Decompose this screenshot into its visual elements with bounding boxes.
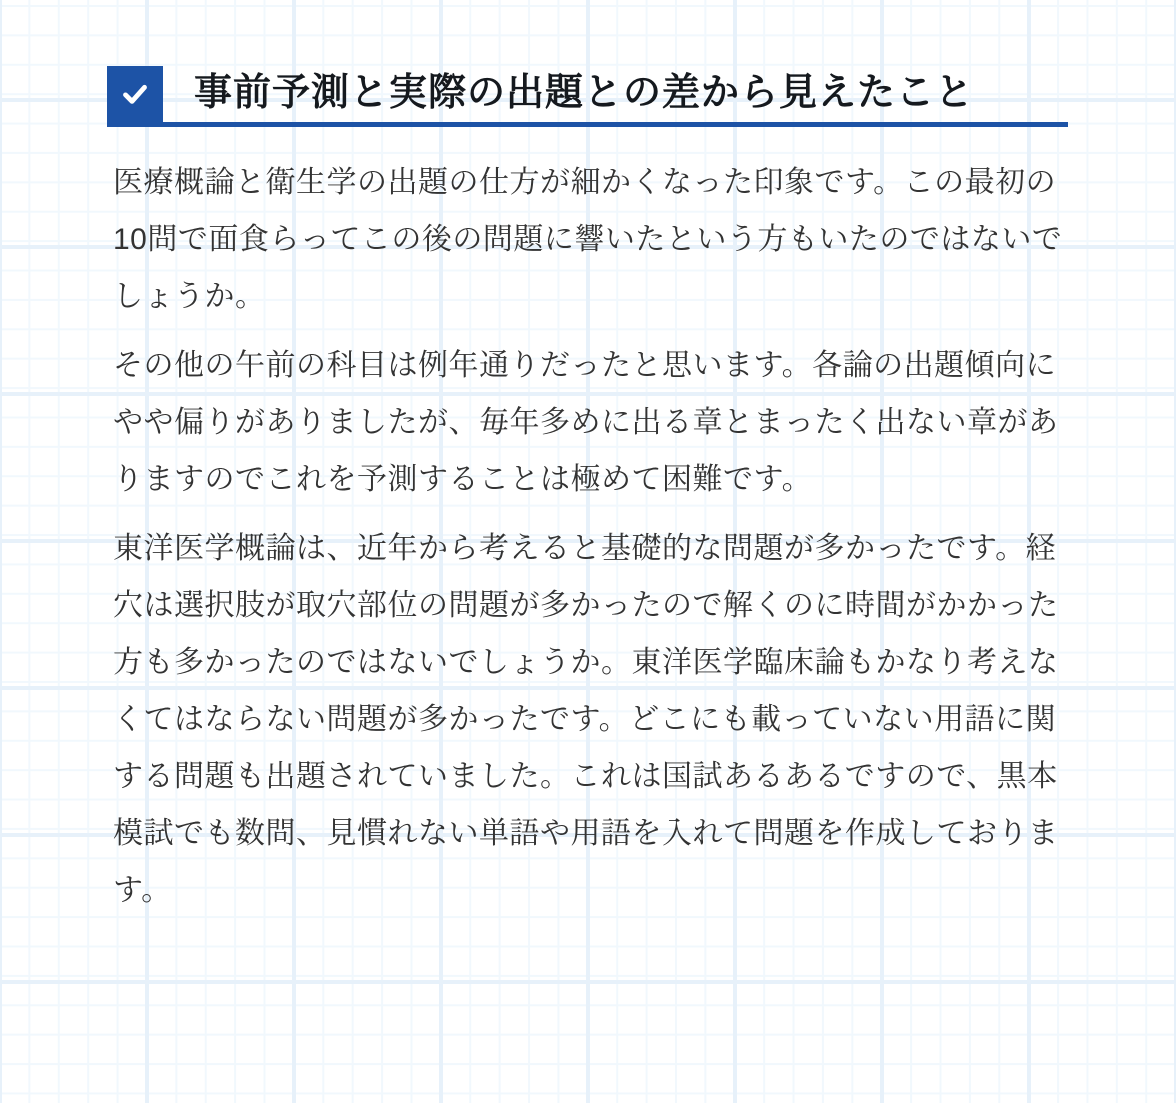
paragraph-1: 医療概論と衛生学の出題の仕方が細かくなった印象です。この最初の10問で面食らってこの後の問題に響いたという方もいたのではないでしょうか。 bbox=[113, 166, 1063, 313]
paragraph-2: その他の午前の科目は例年通りだったと思います。各論の出題傾向にやや偏りがありましたが、毎年多めに出る章とまったく出ない章がありますのでこれを予測することは極めて困難です。 bbox=[113, 349, 1059, 496]
article-page bbox=[0, 66, 1176, 919]
paragraph-3: 東洋医学概論は、近年から考えると基礎的な問題が多かったです。経穴は選択肢が取穴部位の問題が多かったので解くのに時間がかかった方も多かったのではないでしょうか。東洋医学臨床論もかなり考えなくてはならない問題が多かったです。どこにも載っていない用語に関する問題も出題されていました。これは国試あるあるですので、黒本模試でも数問、見慣れない単語や用語を入れて問題を作成しております。 bbox=[113, 532, 1059, 907]
section-title: 事前予測と実際の出題との差から見えたこと bbox=[194, 72, 975, 115]
check-icon bbox=[107, 66, 163, 122]
article-body bbox=[113, 154, 1070, 919]
section-heading bbox=[107, 66, 1068, 127]
article-section bbox=[0, 66, 1176, 919]
